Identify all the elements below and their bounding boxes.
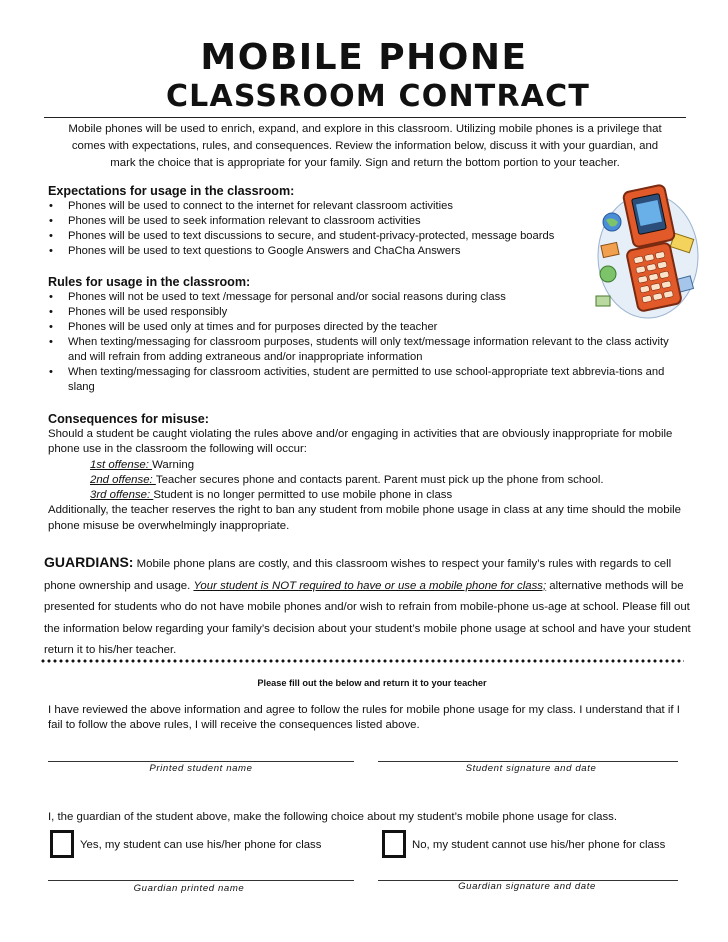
expectations-heading: Expectations for usage in the classroom:	[48, 184, 295, 198]
list-item: • Phones will be used to seek information relevant to classroom activities	[48, 214, 608, 229]
no-checkbox[interactable]	[382, 830, 406, 858]
guardians-paragraph	[44, 552, 692, 662]
offense-text: Teacher secures phone and contacts parent. Parent must pick up the phone from school.	[155, 473, 604, 486]
offense-3	[48, 488, 688, 503]
rules-list	[48, 290, 690, 395]
student-signature-label: Student signature and date	[465, 763, 597, 774]
consequences-intro: Should a student be caught violating the rules above and/or engaging in activities that are obviously inappropriate for mobile phone use in the classroom the following will occur:	[48, 428, 673, 456]
list-item: • Phones will be used to connect to the internet for relevant classroom activities	[48, 199, 608, 214]
agreement-text: I have reviewed the above information and agree to follow the rules for mobile phone usage for my class. I understand that if I fail to follow the above rules, I will receive the consequences listed above.	[48, 704, 680, 732]
intro-line-2: comes with expectations, rules, and consequences. Review the information below, discuss it with your guardian, and	[71, 140, 659, 152]
guardian-printed-name-line[interactable]	[48, 880, 354, 881]
printed-student-name-label: Printed student name	[149, 763, 253, 774]
guardians-text-1: Mobile phone plans are costly, and this classroom wishes to respect your family’s rules with regards to cell phone ownership and usage.	[44, 558, 672, 592]
list-item: • When texting/messaging for classroom activities, student are permitted to use school-appropriate text abbrevia-tions and slang	[48, 365, 690, 395]
offense-label: 2nd offense:	[90, 473, 156, 486]
rules-heading: Rules for usage in the classroom:	[48, 275, 251, 289]
consequences-section	[48, 427, 688, 534]
intro-paragraph	[44, 121, 686, 172]
guardians-emphasis: Your student is NOT required to have or use a mobile phone for class;	[193, 579, 547, 592]
yes-checkbox[interactable]	[50, 830, 74, 858]
list-item: • Phones will be used to text questions to Google Answers and ChaCha Answers	[48, 244, 608, 259]
list-item: • Phones will be used to text discussions to secure, and student-privacy-protected, message boards	[48, 229, 608, 244]
offense-text: Warning	[152, 458, 195, 471]
cut-line-divider	[40, 659, 684, 663]
printed-student-name-line[interactable]	[48, 761, 354, 762]
intro-line-3: mark the choice that is appropriate for your family. Sign and return the bottom portion to your teacher.	[110, 157, 620, 169]
list-item: • Phones will not be used to text /message for personal and/or social reasons during class	[48, 290, 690, 305]
list-item: • Phones will be used only at times and for purposes directed by the teacher	[48, 320, 690, 335]
form-instruction: Please fill out the below and return it to your teacher	[257, 678, 487, 688]
choice-no-label: No, my student cannot use his/her phone for class	[412, 839, 666, 851]
title-line-2: CLASSROOM CONTRACT	[165, 79, 591, 114]
list-item: • Phones will be used responsibly	[48, 305, 690, 320]
choice-yes-label: Yes, my student can use his/her phone for class	[80, 839, 322, 851]
consequences-closing: Additionally, the teacher reserves the right to ban any student from mobile phone usage in class at any time should the mobile phone misuse be overwhelmingly inappropriate.	[48, 504, 681, 532]
guardian-printed-name-label: Guardian printed name	[133, 883, 245, 894]
guardians-text-2: alternative methods will be presented for students who do not have mobile phones and/or wish to refrain from mobile-phone us-age at school. Please fill out the information below regarding your family’s decision about your student’s mobile phone usage at school and have your student return it to his/her teacher.	[44, 579, 691, 656]
guardians-heading: GUARDIANS:	[44, 554, 134, 570]
consequences-heading: Consequences for misuse:	[48, 412, 209, 426]
offense-text: Student is no longer permitted to use mobile phone in class	[153, 489, 453, 502]
list-item: • When texting/messaging for classroom purposes, students will only text/message information relevant to the class activity and will refrain from adding extraneous and/or inappropriate information	[48, 335, 690, 365]
offense-label: 1st offense:	[90, 458, 153, 471]
title-divider	[44, 117, 686, 118]
guardian-statement: I, the guardian of the student above, make the following choice about my student’s mobile phone usage for class.	[48, 811, 618, 823]
offense-2	[48, 473, 688, 488]
guardian-signature-label: Guardian signature and date	[458, 881, 596, 892]
student-signature-line[interactable]	[378, 761, 678, 762]
expectations-list	[48, 199, 608, 259]
title-line-1: MOBILE PHONE	[200, 37, 528, 78]
offense-1	[48, 458, 688, 473]
intro-line-1: Mobile phones will be used to enrich, expand, and explore in this classroom. Utilizing mobile phones is a privilege that	[68, 123, 662, 135]
offense-label: 3rd offense:	[90, 489, 154, 502]
